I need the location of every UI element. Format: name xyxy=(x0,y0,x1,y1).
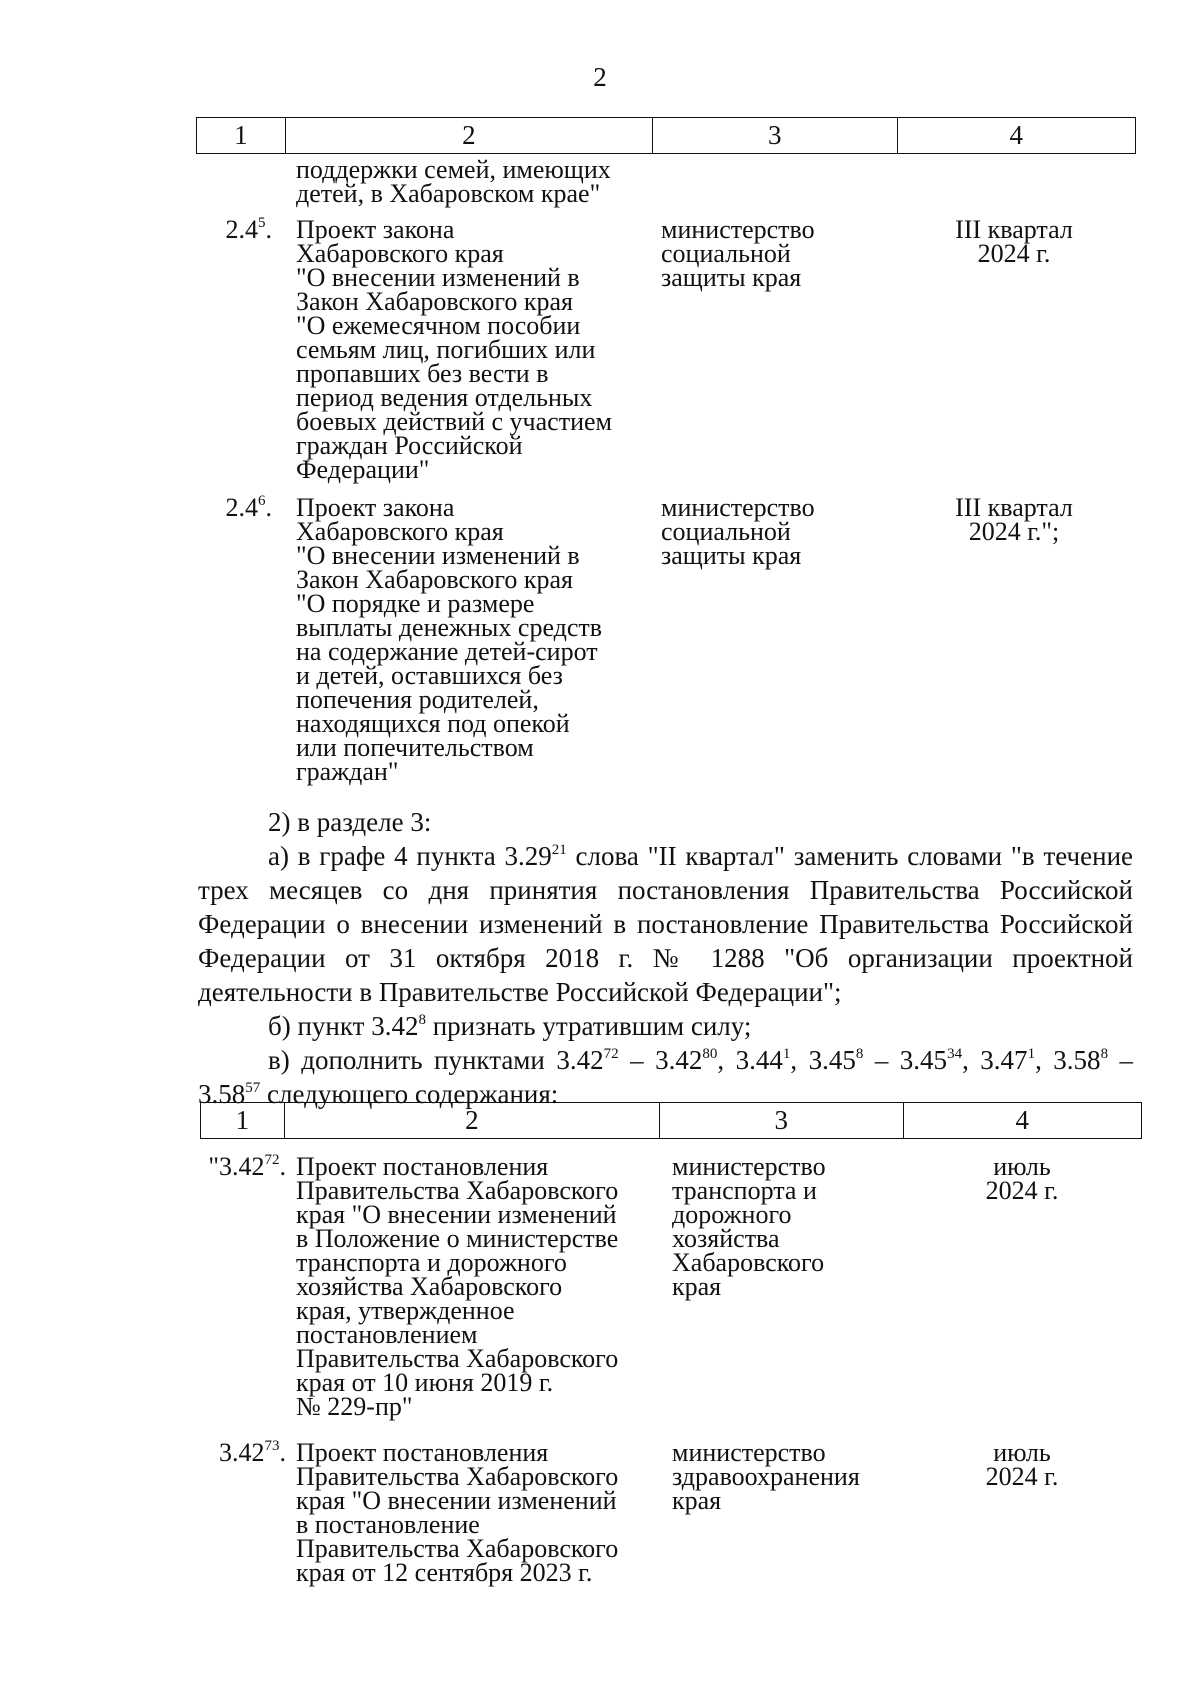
page-number: 2 xyxy=(593,62,607,92)
text-run: – 3.42 xyxy=(618,1045,703,1075)
text-run: , 3.47 xyxy=(962,1045,1028,1075)
table1-header-col2: 2 xyxy=(286,118,653,153)
table1-row2-responsible: министерство социальной защиты края xyxy=(661,493,815,570)
table1-row1-deadline: III квартал 2024 г. xyxy=(955,215,1073,268)
superscript: 8 xyxy=(855,1046,864,1062)
text-run: , 3.44 xyxy=(717,1045,783,1075)
table2-row2-responsible: министерство здравоохранения края xyxy=(672,1438,860,1515)
table2-row2-deadline: июль 2024 г. xyxy=(985,1438,1059,1491)
table1-header-col1: 1 xyxy=(197,118,286,153)
table2-header-col3: 3 xyxy=(660,1103,903,1138)
table2-row2-number: 3.42$^{73}$. xyxy=(219,1438,286,1467)
table2-header-col1: 1 xyxy=(201,1103,285,1138)
paragraph-item-a: а) в графе 4 пункта 3.29$^{21}$ слова "II квартал" заменить словами "в течение трех месяцев со дня принятия постановления Правительства Российской Федерации о внесении изменений в постановление Правительства Российской Федерации от 31 октября 2018 г. № 1288 "Об организации проектной деятельности в Правительстве Российской Федерации"; xyxy=(198,841,1133,1007)
table1-header-col4: 4 xyxy=(1009,120,1023,150)
table1-row2-title: Проект закона Хабаровского края "О внесении изменений в Закон Хабаровского края "О порядке и размере выплаты денежных средств на содержание детей-сирот и детей, оставшихся без попечения родителей, находящихся под опекой или попечительством граждан" xyxy=(296,493,603,786)
text-run: следующего содержания: xyxy=(260,1079,559,1109)
table2-row1-responsible: министерство транспорта и дорожного хозяйства Хабаровского края xyxy=(672,1152,826,1301)
table1-header xyxy=(196,117,1136,154)
section-heading: 2) в разделе 3: xyxy=(268,807,432,837)
table1-row2-number: $2.4^6$. xyxy=(225,493,272,522)
superscript: 72 xyxy=(603,1046,619,1062)
text-run: – 3.45 xyxy=(863,1045,948,1075)
table1-row2-deadline: III квартал 2024 г."; xyxy=(955,493,1073,546)
superscript: 1 xyxy=(782,1046,791,1062)
paragraph-item-b: б) пункт 3.42$^8$ признать утратившим силу; xyxy=(268,1011,752,1041)
text-run: , 3.58 xyxy=(1035,1045,1101,1075)
superscript: 80 xyxy=(702,1046,718,1062)
table2-row1-title: Проект постановления Правительства Хабаровского края "О внесении изменений в Положение о министерстве транспорта и дорожного хозяйства Хабаровского края, утвержденное постановлением Правительства Хабаровского края от 10 июня 2019 г. № 229-пр" xyxy=(296,1152,619,1421)
table1-header-col3: 3 xyxy=(653,118,897,153)
table2-header xyxy=(200,1102,1142,1139)
text-run: – 3.58 xyxy=(198,1045,1134,1109)
table2-header-col2: 2 xyxy=(285,1103,660,1138)
superscript: 8 xyxy=(1100,1046,1109,1062)
table2-row1-number: "3.42$^{72}$. xyxy=(208,1152,286,1181)
table1-row1-responsible: министерство социальной защиты края xyxy=(661,215,815,292)
table1-row1-title: Проект закона Хабаровского края "О внесении изменений в Закон Хабаровского края "О ежемесячном пособии семьям лиц, погибших или пропавших без вести в период ведения отдельных боевых действий с участием граждан Российской Федерации" xyxy=(296,215,612,484)
text-run: , 3.45 xyxy=(790,1045,856,1075)
text-run: в) дополнить пунктами 3.42 xyxy=(268,1045,604,1075)
table1-continuation: поддержки семей, имеющих детей, в Хабаровском крае" xyxy=(296,155,611,208)
superscript: 1 xyxy=(1027,1046,1036,1062)
paragraph-item-c xyxy=(198,1043,1133,1111)
table2-header-col4: 4 xyxy=(1015,1105,1030,1135)
superscript: 57 xyxy=(245,1080,261,1096)
table2-row1-deadline: июль 2024 г. xyxy=(985,1152,1059,1205)
superscript: 34 xyxy=(947,1046,963,1062)
table1-row1-number: $2.4^5$. xyxy=(225,215,272,244)
table2-row2-title: Проект постановления Правительства Хабаровского края "О внесении изменений в постановление Правительства Хабаровского края от 12 сентября 2023 г. xyxy=(296,1438,619,1587)
